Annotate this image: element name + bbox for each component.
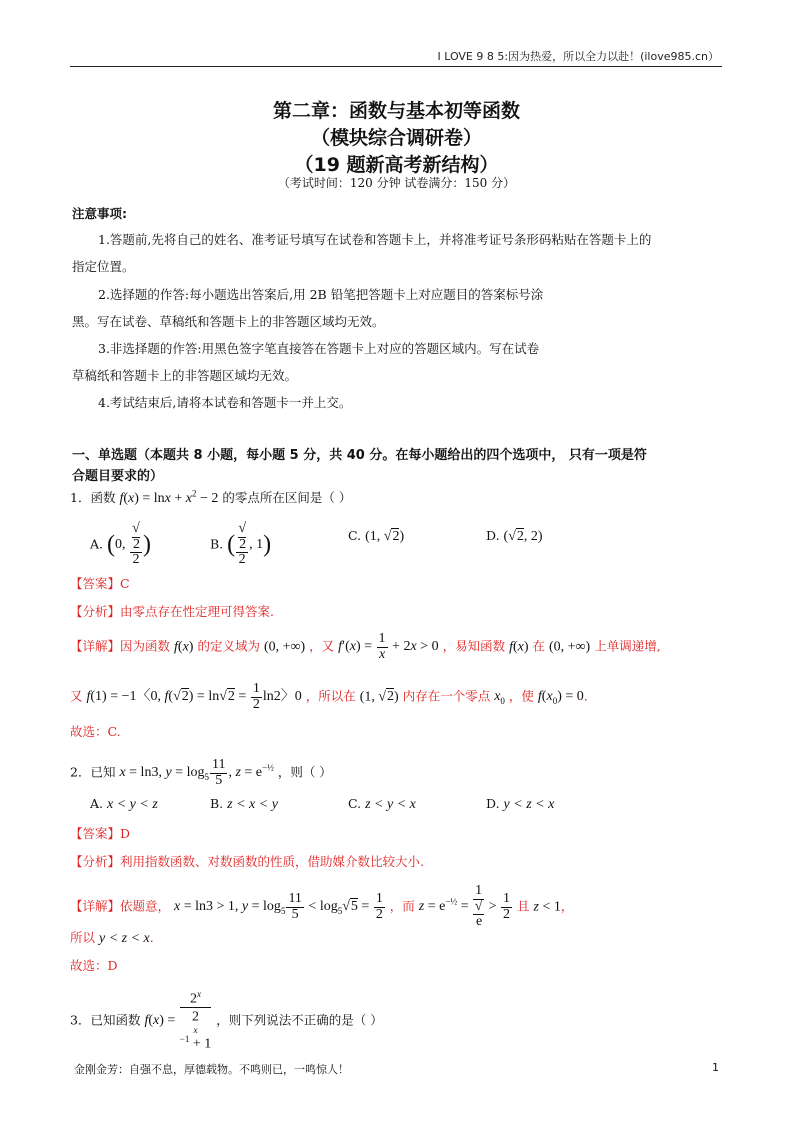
header-divider bbox=[70, 66, 722, 67]
q1-analysis: 【分析】由零点存在性定理可得答案. bbox=[70, 604, 274, 619]
q2-answer: 【答案】D bbox=[70, 826, 131, 841]
section1-heading-line1: 一、单选题（本题共 8 小题，每小题 5 分，共 40 分。在每小题给出的四个选项中， 只有一项是符 bbox=[72, 448, 647, 463]
page-header: I LOVE 9 8 5:因为热爱，所以全力以赴！(ilove985.cn） bbox=[437, 50, 719, 63]
doc-title-line2: （模块综合调研卷） bbox=[310, 127, 482, 149]
notes-heading: 注意事项: bbox=[72, 206, 127, 221]
q2-option-a[interactable]: A. x < y < z bbox=[90, 796, 158, 812]
q1-option-a[interactable]: A. (0, √ 2 2 ) bbox=[90, 521, 151, 568]
note-2a: 2.选择题的作答:每小题选出答案后,用 2B 铅笔把答题卡上对应题目的答案标号涂 bbox=[98, 287, 544, 302]
note-1b: 指定位置。 bbox=[72, 259, 135, 274]
q1-detail-line2: 又 f(1) = −1〈0, f(√2) = ln√2 = $\frac{1}{2}$ ln2〉0 ，所以在 (1, √2) 内存在一个零点 $x_0$ ，使 $f(x_0) = 0$. bbox=[70, 681, 588, 712]
q1-option-b[interactable]: B. ( √ 2 2 , 1) bbox=[210, 521, 272, 568]
q2-detail-line1: 【详解】依题意， x = ln3 > 1, $y = \log_5$ $\frac{11}{5}$ < $\log_5√5$ = $\frac{1}{2}$ ，而 $z = e^{-\frac{1}{2}}$ = 1 √ e > $\frac{1}{2}$ 且 z < 1， bbox=[70, 883, 574, 930]
doc-subtitle: （考试时间：120 分钟 试卷满分：150 分） bbox=[277, 176, 516, 190]
q2-values-formula: x = ln3, $y = \log_5$ $\frac{11}{5}$ , $z = e^{-\frac{1}{2}}$ bbox=[119, 757, 274, 788]
note-3b: 草稿纸和答题卡上的非答题区域均无效。 bbox=[72, 368, 298, 383]
page-footer: 金刚金芳：自强不息，厚德载物。不鸣则已，一鸣惊人！ bbox=[74, 1063, 349, 1076]
q3-function-formula: f(x) = 2$^x$ 2 $^{x -1}$ + 1 bbox=[144, 989, 212, 1052]
note-4: 4.考试结束后,请将本试卷和答题卡一并上交。 bbox=[98, 395, 352, 410]
note-1a: 1.答题前,先将自己的姓名、准考证号填写在试卷和答题卡上，并将准考证号条形码粘贴在答题卡上的 bbox=[98, 232, 652, 247]
q2-option-d[interactable]: D. y < z < x bbox=[486, 796, 555, 812]
q1-answer: 【答案】C bbox=[70, 576, 130, 591]
q1-stem: 1．函数 $f(x) = \ln x + x^2 - 2$ 的零点所在区间是（ ） bbox=[70, 488, 352, 506]
q1-choice: 故选：C. bbox=[70, 724, 121, 739]
q2-analysis: 【分析】利用指数函数、对数函数的性质，借助媒介数比较大小. bbox=[70, 854, 424, 869]
q3-stem: 3．已知函数 f(x) = 2$^x$ 2 $^{x -1}$ + 1 ，则下列说法不正确的是（ ） bbox=[70, 989, 383, 1052]
q2-stem: 2．已知 x = ln3, $y = \log_5$ $\frac{11}{5}$ , $z = e^{-\frac{1}{2}}$ ，则（ ） bbox=[70, 757, 332, 788]
doc-title-line3: （19 题新高考新结构） bbox=[294, 154, 499, 176]
doc-title-line1: 第二章：函数与基本初等函数 bbox=[272, 100, 520, 122]
q2-conclusion: 所以 y < z < x. bbox=[70, 930, 154, 946]
section1-heading-line2: 合题目要求的） bbox=[72, 469, 164, 484]
q1-option-c[interactable]: C. (1, √2) bbox=[348, 528, 405, 544]
q2-choice: 故选：D bbox=[70, 958, 118, 973]
q2-option-b[interactable]: B. z < x < y bbox=[210, 796, 278, 812]
q1-detail-line1: 【详解】因为函数 f(x) 的定义域为 (0, +∞) ，又 f′(x) = $\frac{1}{x}$ + 2x > 0 ，易知函数 f(x) 在 (0, +∞) 上单调递增, bbox=[70, 631, 661, 662]
note-2b: 黑。写在试卷、草稿纸和答题卡上的非答题区域均无效。 bbox=[72, 314, 385, 329]
page-number: 1 bbox=[712, 1061, 719, 1074]
note-3a: 3.非选择题的作答:用黑色签字笔直接答在答题卡上对应的答题区域内。写在试卷 bbox=[98, 341, 540, 356]
q2-option-c[interactable]: C. z < y < x bbox=[348, 796, 416, 812]
q1-function-formula: $f(x) = \ln x + x^2 - 2$ bbox=[119, 488, 219, 506]
q1-option-d[interactable]: D. (√2, 2) bbox=[486, 528, 543, 544]
